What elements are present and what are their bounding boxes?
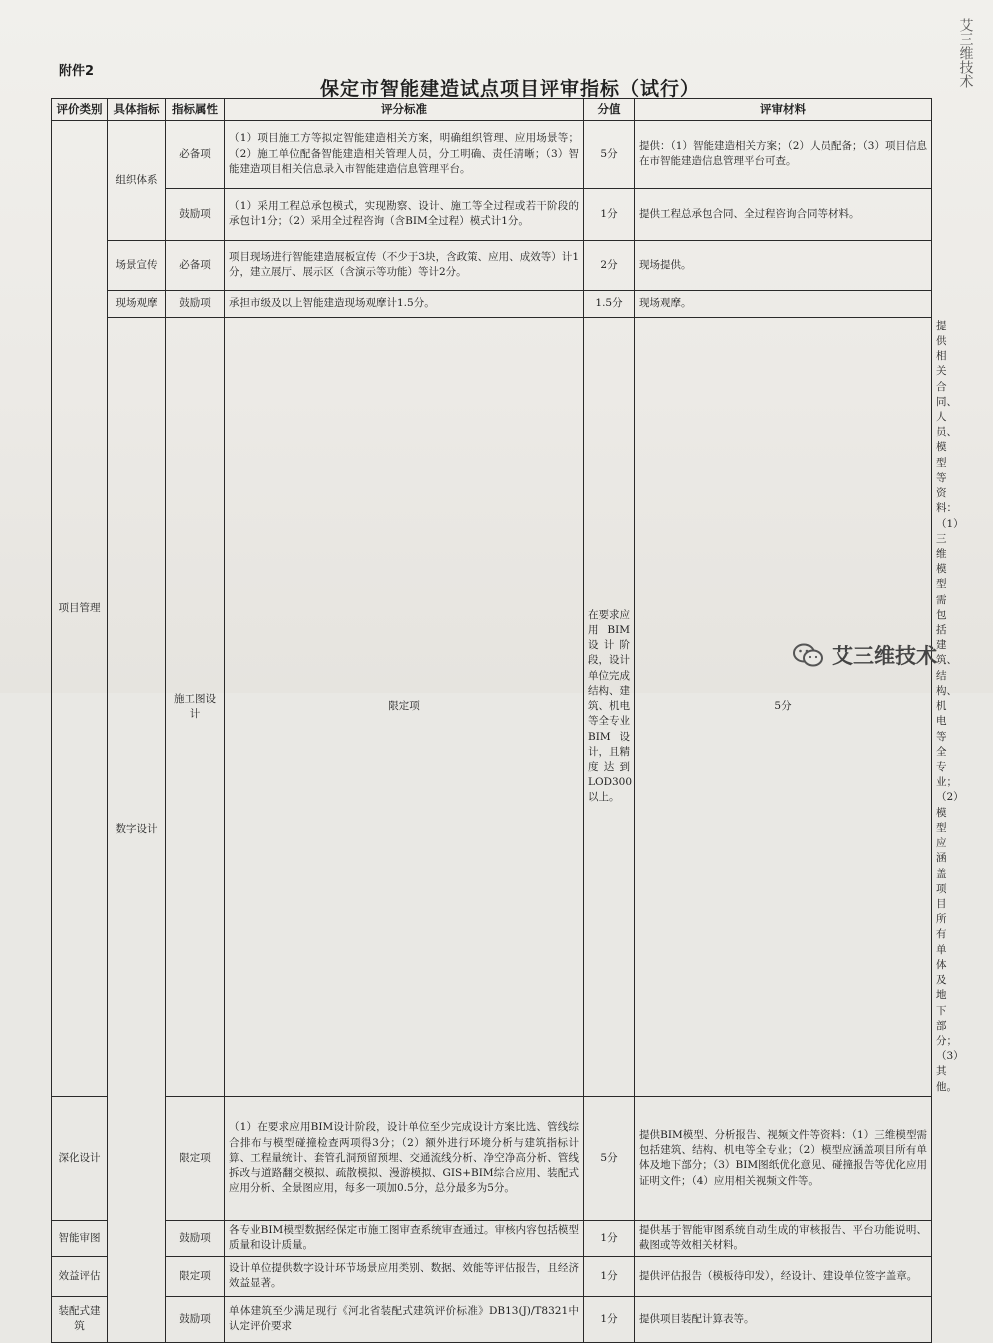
indicator-cell: 深化设计 bbox=[52, 1096, 108, 1220]
score-cell: 5分 bbox=[635, 317, 932, 1096]
table-row bbox=[52, 290, 932, 317]
criteria-cell: （1）采用工程总承包模式，实现勘察、设计、施工等全过程或若干阶段的承包计1分；（2）采用全过程咨询（含BIM全过程）模式计1分。 bbox=[225, 188, 584, 240]
table-row bbox=[52, 1220, 932, 1256]
attribute-cell: 鼓励项 bbox=[166, 1220, 225, 1256]
header-category: 评价类别 bbox=[52, 99, 108, 121]
criteria-cell: （1）在要求应用BIM设计阶段，设计单位至少完成设计方案比选、管线综合排布与模型碰撞检查两项得3分；（2）额外进行环境分析与建筑指标计算、工程量统计、套管孔洞预留预埋、交通流线分析、净空净高分析、管线拆改与道路翻交模拟、疏散模拟、漫游模拟、GIS+BIM综合应用、装配式应用分析、全景图应用，每多一项加0.5分，总分最多为5分。 bbox=[225, 1096, 584, 1220]
header-materials: 评审材料 bbox=[635, 99, 932, 121]
score-cell: 1分 bbox=[584, 1220, 635, 1256]
indicator-cell: 场景宣传 bbox=[108, 240, 166, 290]
criteria-cell: 项目现场进行智能建造展板宣传（不少于3块，含政策、应用、成效等）计1分，建立展厅、展示区（含演示等功能）等计2分。 bbox=[225, 240, 584, 290]
indicator-cell: 效益评估 bbox=[52, 1256, 108, 1296]
criteria-cell: 各专业BIM模型数据经保定市施工图审查系统审查通过。审核内容包括模型质量和设计质量。 bbox=[225, 1220, 584, 1256]
table-row bbox=[52, 240, 932, 290]
document-title: 保定市智能建造试点项目评审指标（试行） bbox=[319, 78, 700, 100]
materials-cell: 提供评估报告（模板待印发），经设计、建设单位签字盖章。 bbox=[635, 1256, 932, 1296]
attribute-cell: 鼓励项 bbox=[166, 1296, 225, 1342]
watermark-bottom-text: 艾三维技术 bbox=[832, 644, 937, 668]
header-criteria: 评分标准 bbox=[225, 99, 584, 121]
criteria-cell: 设计单位提供数字设计环节场景应用类别、数据、效能等评估报告，且经济效益显著。 bbox=[225, 1256, 584, 1296]
attribute-cell: 限定项 bbox=[225, 317, 584, 1096]
wechat-icon bbox=[792, 642, 824, 668]
materials-cell: 现场提供。 bbox=[635, 240, 932, 290]
table-row: 数字设计 施工图设计 限定项 在要求应用BIM设计阶段，设计单位完成结构、建筑、机电等全专业BIM设计，且精度达到LOD300以上。 5分 提供相关合同、人员、模型等资料：（1）三维模型需包括建筑、结构、机电等全专业；（2）模型应涵盖项目所有单体及地下部分；（3）其他。 bbox=[52, 317, 932, 1096]
attribute-cell: 限定项 bbox=[166, 1096, 225, 1220]
indicator-cell: 施工图设计 bbox=[166, 317, 225, 1096]
materials-cell: 现场观摩。 bbox=[635, 290, 932, 317]
table-row bbox=[52, 188, 932, 240]
materials-cell: 提供工程总承包合同、全过程咨询合同等材料。 bbox=[635, 188, 932, 240]
indicator-cell: 现场观摩 bbox=[108, 290, 166, 317]
score-cell: 5分 bbox=[584, 1096, 635, 1220]
attribute-cell: 鼓励项 bbox=[166, 188, 225, 240]
attribute-cell: 鼓励项 bbox=[166, 290, 225, 317]
table-row bbox=[52, 1296, 932, 1342]
table-row bbox=[52, 120, 932, 188]
materials-cell: 提供：（1）智能建造相关方案；（2）人员配备；（3）项目信息在市智能建造信息管理平台可查。 bbox=[635, 120, 932, 188]
watermark-bottom bbox=[792, 640, 937, 670]
watermark-vertical bbox=[954, 18, 976, 93]
attribute-cell: 限定项 bbox=[166, 1256, 225, 1296]
table-row bbox=[52, 1256, 932, 1296]
score-cell: 1.5分 bbox=[584, 290, 635, 317]
indicator-cell: 装配式建筑 bbox=[52, 1296, 108, 1342]
score-cell: 1分 bbox=[584, 188, 635, 240]
category-cell: 数字设计 bbox=[108, 317, 166, 1342]
watermark-vertical-text: 艾三维技术 bbox=[957, 18, 974, 88]
score-cell: 5分 bbox=[584, 120, 635, 188]
table-row bbox=[52, 1096, 932, 1220]
header-indicator: 具体指标 bbox=[108, 99, 166, 121]
header-score: 分值 bbox=[584, 99, 635, 121]
indicator-cell: 组织体系 bbox=[108, 120, 166, 240]
criteria-cell: 承担市级及以上智能建造现场观摩计1.5分。 bbox=[225, 290, 584, 317]
criteria-cell: 在要求应用BIM设计阶段，设计单位完成结构、建筑、机电等全专业BIM设计，且精度达到LOD300以上。 bbox=[584, 317, 635, 1096]
criteria-cell: （1）项目施工方等拟定智能建造相关方案，明确组织管理、应用场景等；（2）施工单位配备智能建造相关管理人员，分工明确、责任清晰；（3）智能建造项目相关信息录入市智能建造信息管理平台。 bbox=[225, 120, 584, 188]
header-attribute: 指标属性 bbox=[166, 99, 225, 121]
score-cell: 2分 bbox=[584, 240, 635, 290]
materials-cell: 提供基于智能审图系统自动生成的审核报告、平台功能说明、截图或等效相关材料。 bbox=[635, 1220, 932, 1256]
materials-cell: 提供项目装配计算表等。 bbox=[635, 1296, 932, 1342]
materials-cell: 提供BIM模型、分析报告、视频文件等资料：（1）三维模型需包括建筑、结构、机电等全专业；（2）模型应涵盖项目所有单体及地下部分；（3）BIM图纸优化意见、碰撞报告等优化应用证明文件；（4）应用相关视频文件等。 bbox=[635, 1096, 932, 1220]
score-cell: 1分 bbox=[584, 1256, 635, 1296]
criteria-cell: 单体建筑至少满足现行《河北省装配式建筑评价标准》DB13(J)/T8321中认定评价要求 bbox=[225, 1296, 584, 1342]
attachment-label: 附件2 bbox=[59, 64, 95, 79]
table-header-row bbox=[52, 99, 932, 121]
review-criteria-table bbox=[51, 98, 964, 1343]
category-cell: 项目管理 bbox=[52, 120, 108, 1096]
attribute-cell: 必备项 bbox=[166, 120, 225, 188]
attribute-cell: 必备项 bbox=[166, 240, 225, 290]
indicator-cell: 智能审图 bbox=[52, 1220, 108, 1256]
score-cell: 1分 bbox=[584, 1296, 635, 1342]
